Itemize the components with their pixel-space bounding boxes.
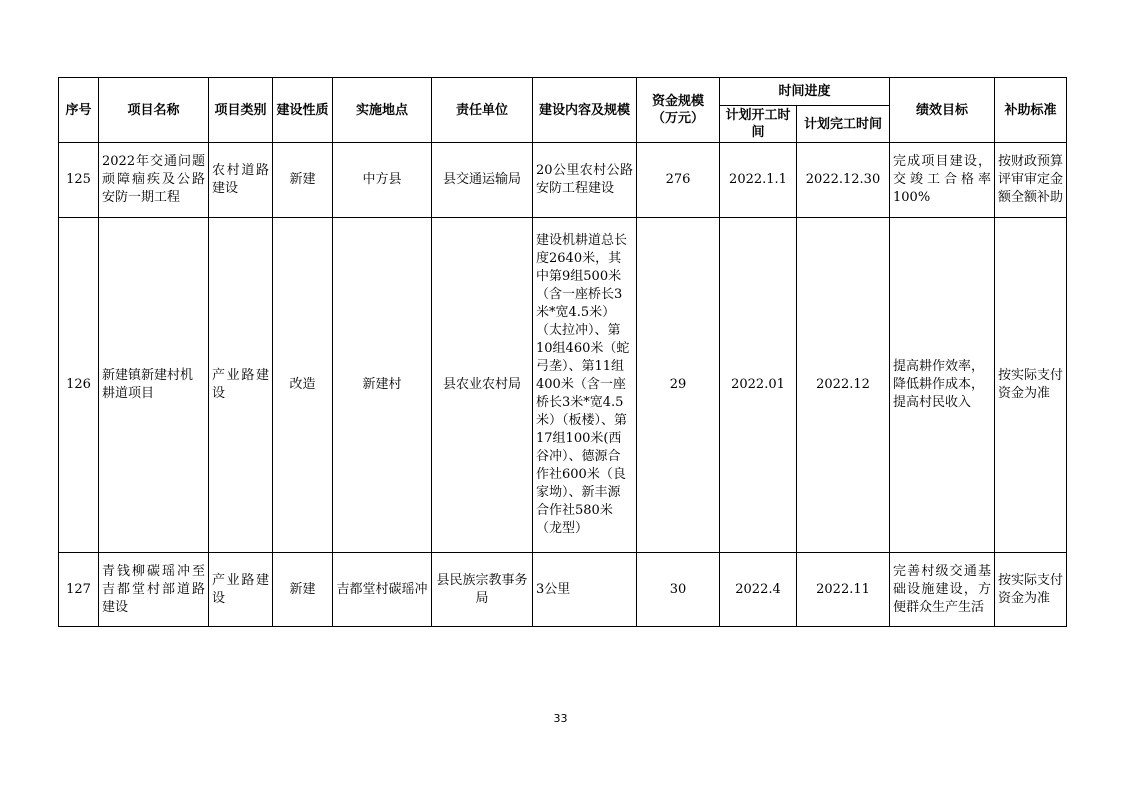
header-location: 实施地点 [333,78,432,143]
cell-subsidy: 按实际支付资金为准 [995,218,1067,553]
cell-category: 产业路建设 [209,218,273,553]
cell-funds: 29 [637,218,720,553]
cell-unit: 县民族宗教事务局 [432,553,533,627]
cell-subsidy: 按财政预算评审审定金额全额补助 [995,143,1067,218]
cell-nature: 改造 [273,218,333,553]
table-row [59,553,1067,627]
cell-unit: 县农业农村局 [432,218,533,553]
cell-subsidy: 按实际支付资金为准 [995,553,1067,627]
header-subsidy: 补助标准 [995,78,1067,143]
header-end: 计划完工时间 [797,106,890,143]
header-content: 建设内容及规模 [533,78,637,143]
header-goal: 绩效目标 [890,78,995,143]
cell-funds: 30 [637,553,720,627]
cell-seq: 125 [59,143,99,218]
cell-nature: 新建 [273,553,333,627]
cell-unit: 县交通运输局 [432,143,533,218]
cell-end: 2022.11 [797,553,890,627]
header-schedule: 时间进度 [720,78,890,106]
project-table [58,77,1067,627]
cell-seq: 127 [59,553,99,627]
cell-location: 新建村 [333,218,432,553]
cell-name: 青钱柳碳瑶冲至吉都堂村部道路建设 [99,553,209,627]
header-category: 项目类别 [209,78,273,143]
cell-start: 2022.01 [720,218,797,553]
cell-category: 农村道路建设 [209,143,273,218]
cell-nature: 新建 [273,143,333,218]
cell-location: 吉都堂村碳瑶冲 [333,553,432,627]
header-start: 计划开工时间 [720,106,797,143]
cell-goal: 提高耕作效率，降低耕作成本，提高村民收入 [890,218,995,553]
cell-start: 2022.1.1 [720,143,797,218]
cell-goal: 完善村级交通基础设施建设，方便群众生产生活 [890,553,995,627]
cell-name: 新建镇新建村机耕道项目 [99,218,209,553]
header-row [59,78,1067,106]
cell-end: 2022.12 [797,218,890,553]
cell-end: 2022.12.30 [797,143,890,218]
cell-content: 20公里农村公路安防工程建设 [533,143,637,218]
header-nature: 建设性质 [273,78,333,143]
header-name: 项目名称 [99,78,209,143]
table-row [59,143,1067,218]
page-number: 33 [553,712,568,725]
cell-name: 2022年交通问题顽障痼疾及公路安防一期工程 [99,143,209,218]
cell-start: 2022.4 [720,553,797,627]
cell-content: 3公里 [533,553,637,627]
header-unit: 责任单位 [432,78,533,143]
cell-content: 建设机耕道总长度2640米，其中第9组500米（含一座桥长3米*宽4.5米）（太拉冲）、第10组460米（蛇弓垄）、第11组400米（含一座桥长3米*宽4.5米）（板楼）、第17组100米(西谷冲）、德源合作社600米（良家坳）、新丰源合作社580米（龙型） [533,218,637,553]
cell-category: 产业路建设 [209,553,273,627]
table-row [59,218,1067,553]
cell-goal: 完成项目建设，交竣工合格率100% [890,143,995,218]
header-seq: 序号 [59,78,99,143]
cell-funds: 276 [637,143,720,218]
cell-seq: 126 [59,218,99,553]
cell-location: 中方县 [333,143,432,218]
header-funds: 资金规模（万元） [637,78,720,143]
